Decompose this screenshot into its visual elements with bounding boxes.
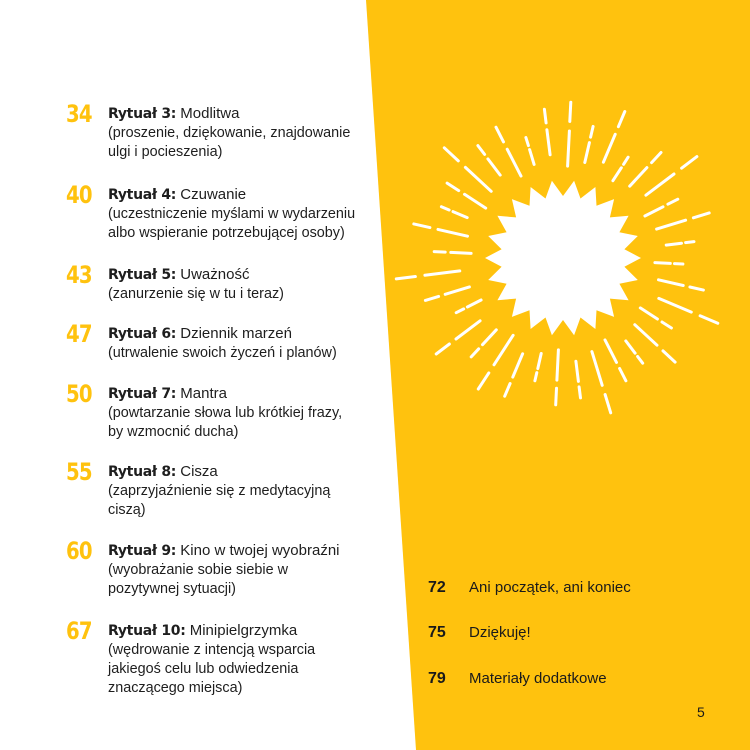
sun-ray [666, 243, 681, 245]
ritual-title: Dziennik marzeń [180, 325, 292, 342]
page-number-label: 50 [66, 380, 92, 408]
ritual-title: Modlitwa [180, 105, 240, 122]
page-number: 5 [697, 704, 705, 720]
ritual-description: (utrwalenie swoich życzeń i planów) [108, 345, 337, 361]
ritual-title: Cisza [180, 463, 218, 480]
sun-ray [557, 350, 559, 380]
ritual-label: Rytuał 3: [108, 106, 177, 122]
page-number-label: 47 [66, 320, 92, 348]
ritual-label: Rytuał 7: [108, 386, 177, 402]
ritual-label: Rytuał 5: [108, 267, 177, 283]
page-number-label: 43 [66, 261, 92, 289]
ritual-label: Rytuał 4: [108, 187, 177, 203]
sun-ray [655, 263, 670, 264]
ritual-description: (wyobrażanie sobie siebie w pozytywnej sytuacji) [108, 562, 288, 597]
page-number-label: 72 [428, 579, 446, 596]
ritual-description: (zanurzenie się w tu i teraz) [108, 286, 284, 302]
page-number-label: 67 [66, 617, 92, 645]
ritual-label: Rytuał 9: [108, 543, 177, 559]
page-number-label: 75 [428, 624, 446, 641]
toc-entry-materialy[interactable] [428, 670, 728, 694]
ritual-title: Czuwanie [180, 186, 247, 203]
ritual-description: (powtarzanie słowa lub krótkiej frazy, by wzmocnić ducha) [108, 405, 343, 440]
sun-ray [568, 131, 570, 166]
sun-ray [544, 109, 546, 123]
ritual-description: (wędrowanie z intencją wsparcia jakiegoś celu lub odwiedzenia znaczącego miejsca) [108, 642, 316, 696]
page-number-label: 40 [66, 181, 92, 209]
section-title: Ani początek, ani koniec [469, 579, 631, 596]
ritual-title: Uważność [180, 266, 250, 283]
toc-entry-ani-poczatek[interactable] [428, 579, 728, 603]
section-title: Materiały dodatkowe [469, 670, 607, 687]
ritual-description: (uczestniczenie myślami w wydarzeniu albo wspieranie potrzebującej osoby) [108, 206, 356, 241]
ritual-description: (proszenie, dziękowanie, znajdowanie ulgi i pocieszenia) [108, 125, 351, 160]
sun-ray [434, 252, 445, 253]
ritual-label: Rytuał 6: [108, 326, 177, 342]
ritual-description: (zaprzyjaźnienie się z medytacyjną ciszą) [108, 483, 331, 518]
page-number-label: 60 [66, 537, 92, 565]
ritual-title: Mantra [180, 385, 227, 402]
sun-ray [535, 373, 537, 381]
ritual-label: Rytuał 8: [108, 464, 177, 480]
sun-ray [451, 252, 471, 253]
section-title: Dziękuję! [469, 624, 531, 641]
toc-entry-dziekuje[interactable] [428, 624, 728, 648]
ritual-title: Minipielgrzymka [189, 622, 298, 639]
sun-ray [579, 387, 580, 398]
sun-ray [686, 242, 694, 243]
page-number-label: 79 [428, 670, 446, 687]
ritual-label: Rytuał 10: [108, 623, 186, 639]
sun-ray [556, 388, 557, 405]
page-number-label: 55 [66, 458, 92, 486]
ritual-title: Kino w twojej wyobraźni [180, 542, 340, 559]
page-number-label: 34 [66, 100, 92, 128]
sun-ray [570, 102, 571, 121]
